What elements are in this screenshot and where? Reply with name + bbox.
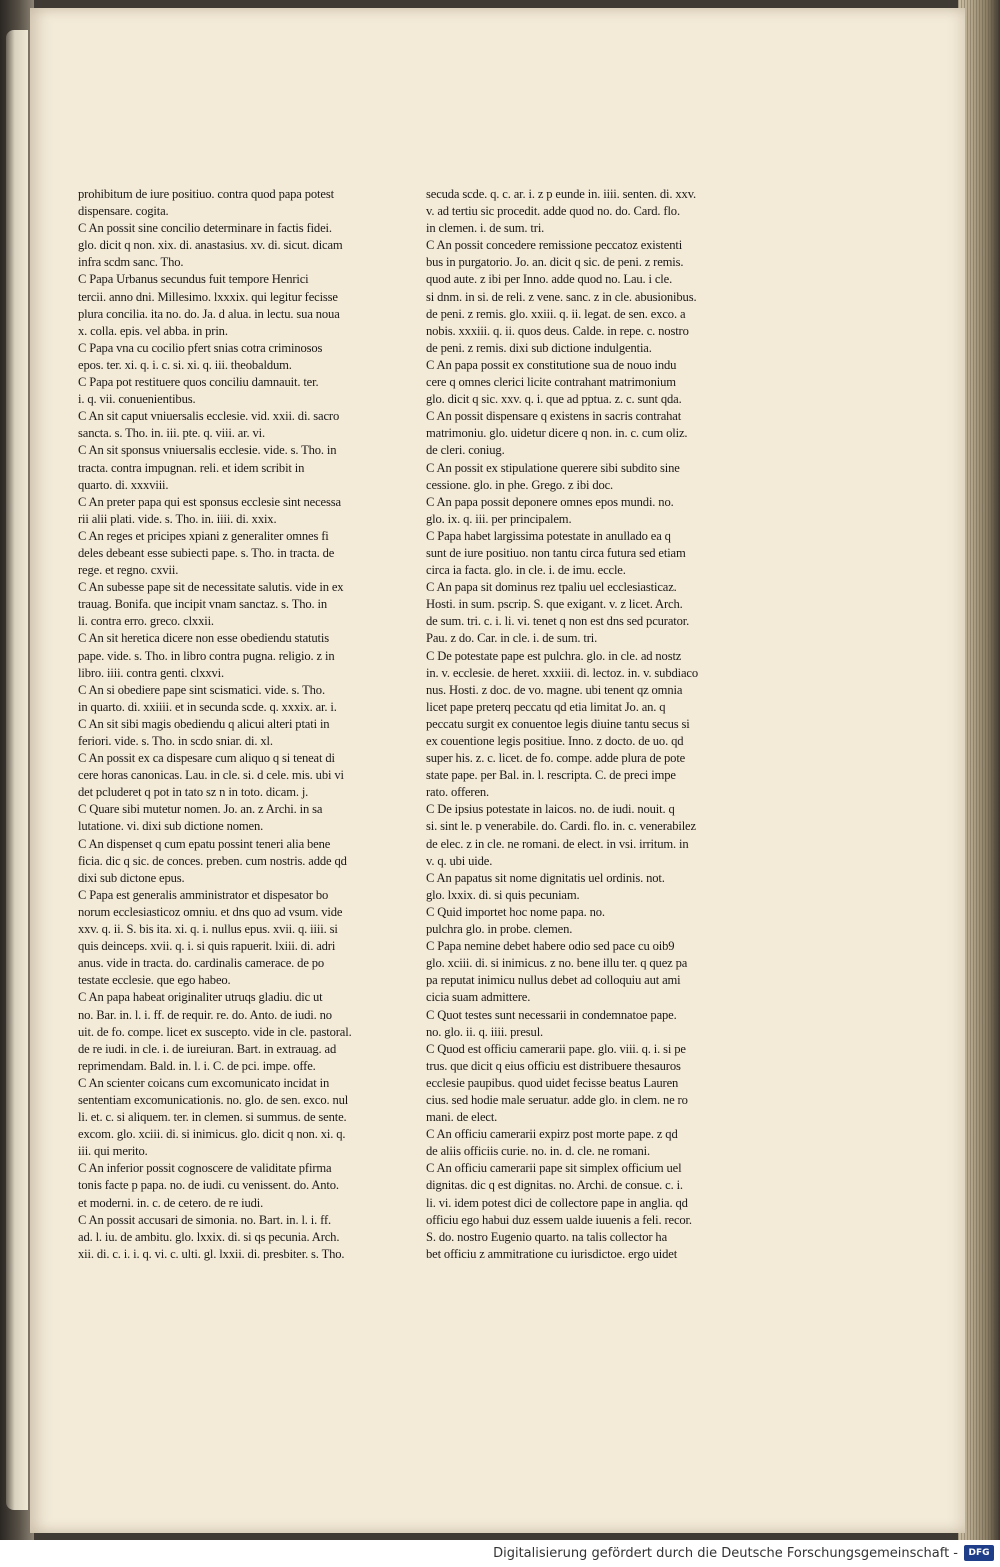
text-line: C Quare sibi mutetur nomen. Jo. an. z Archi. in sa [78, 802, 323, 817]
text-line: C An si obediere pape sint scismatici. vide. s. Tho. [78, 682, 325, 697]
text-line: C Papa nemine debet habere odio sed pace cu oib9 [426, 939, 675, 954]
text-line: anus. vide in tracta. do. cardinalis camerace. de po [78, 956, 325, 971]
text-line: super his. z. c. licet. de fo. compe. adde plura de pote [426, 751, 686, 766]
text-line: Hosti. in sum. pscrip. S. que exigant. v. z licet. Arch. [426, 597, 683, 612]
text-line: bet officiu z ammitratione cu iurisdictoe. ergo uidet [426, 1246, 678, 1261]
text-line: C De ipsius potestate in laicos. no. de iudi. nouit. q [426, 802, 675, 817]
text-line: Pau. z do. Car. in cle. i. de sum. tri. [426, 631, 598, 646]
text-line: tracta. contra impugnan. reli. et idem scribit in [78, 460, 305, 475]
text-line: plura concilia. ita no. do. Ja. d alua. in lectu. sua noua [78, 306, 340, 321]
text-line: sententiam excomunicationis. no. glo. de sen. exco. nul [78, 1092, 349, 1107]
text-line: C An inferior possit cognoscere de validitate pfirma [78, 1161, 332, 1176]
text-line: de elec. z in cle. ne romani. de elect. in vsi. irritum. in [426, 836, 689, 851]
text-line: C An sit sponsus vniuersalis ecclesie. vide. s. Tho. in [78, 443, 337, 458]
right-text-column [426, 186, 736, 1263]
text-line: quarto. di. xxxviii. [78, 477, 169, 492]
text-line: in clemen. i. de sum. tri. [426, 221, 545, 236]
text-line: rato. offeren. [426, 785, 490, 800]
text-line: glo. dicit q sic. xxv. q. i. que ad pptua. z. c. sunt qda. [426, 392, 682, 407]
text-line: C An sit caput vniuersalis ecclesie. vid. xxii. di. sacro [78, 409, 340, 424]
text-line: C De potestate pape est pulchra. glo. in cle. ad nostz [426, 648, 682, 663]
text-line: de peni. z remis. dixi sub dictione indulgentia. [426, 340, 652, 355]
text-line: C Papa pot restituere quos conciliu damnauit. ter. [78, 375, 319, 390]
text-line: C An sit heretica dicere non esse obediendu statutis [78, 631, 330, 646]
text-line: ecclesie paupibus. quod uidet fecisse beatus Lauren [426, 1075, 679, 1090]
text-line: de cleri. coniug. [426, 443, 505, 458]
text-line: glo. dicit q non. xix. di. anastasius. xv. di. sicut. dicam [78, 238, 343, 253]
text-line: C An possit ex stipulatione querere sibi subdito sine [426, 460, 680, 475]
text-line: C An papa habeat originaliter utruqs gladiu. dic ut [78, 990, 323, 1005]
text-line: trauag. Bonifa. que incipit vnam sanctaz. s. Tho. in [78, 597, 328, 612]
text-line: secuda scde. q. c. ar. i. z p eunde in. iiii. senten. di. xxv. [426, 187, 697, 201]
text-line: tonis facte p papa. no. de iudi. cu venissent. do. Anto. [78, 1178, 339, 1193]
text-line: circa ia facta. glo. in cle. i. de imu. eccle. [426, 563, 626, 578]
left-text-column [78, 186, 398, 1263]
text-line: no. glo. ii. q. iiii. presul. [426, 1024, 544, 1039]
dfg-logo [964, 1545, 994, 1561]
text-line: C An subesse pape sit de necessitate salutis. vide in ex [78, 580, 344, 595]
text-line: C Papa Urbanus secundus fuit tempore Henrici [78, 272, 309, 287]
text-line: C An possit accusari de simonia. no. Bart. in. l. i. ff. [78, 1212, 332, 1227]
text-line: C An dispenset q cum epatu possint teneri alia bene [78, 836, 331, 851]
text-line: de re iudi. in cle. i. de iureiuran. Bart. in extrauag. ad [78, 1041, 337, 1056]
text-line: epos. ter. xi. q. i. c. si. xi. q. iii. theobaldum. [78, 357, 292, 372]
text-line: det pcluderet q pot in tato sz n in toto. dicam. j. [78, 785, 309, 800]
text-line: C An officiu camerarii pape sit simplex officium uel [426, 1161, 682, 1176]
text-line: S. do. nostro Eugenio quarto. na talis collector ha [426, 1229, 668, 1244]
text-line: cessione. glo. in phe. Grego. z ibi doc. [426, 477, 614, 492]
text-line: C An papatus sit nome dignitatis uel ordinis. not. [426, 870, 665, 885]
text-line: quis deinceps. xvii. q. i. si quis rapuerit. lxiii. di. adri [78, 939, 336, 954]
footer-bar [0, 1540, 1000, 1567]
text-line: iii. qui merito. [78, 1144, 148, 1159]
text-line: C An possit sine concilio determinare in factis fidei. [78, 221, 332, 236]
text-line: pulchra glo. in probe. clemen. [426, 922, 573, 937]
text-line: glo. ix. q. iii. per principalem. [426, 511, 572, 526]
text-line: C An scienter coicans cum excomunicato incidat in [78, 1075, 330, 1090]
text-line: pa reputat inimicu nullus debet ad colloquiu aut ami [426, 973, 681, 988]
text-line: C An papa possit deponere omnes epos mundi. no. [426, 494, 674, 509]
left-page-stack [6, 30, 28, 1510]
text-line: mani. de elect. [426, 1110, 498, 1125]
text-line: peccatu surgit ex conuentoe legis diuine tantu secus si [426, 716, 690, 731]
text-line: cicia suam admittere. [426, 990, 531, 1005]
text-line: x. colla. epis. vel abba. in prin. [78, 323, 228, 338]
text-line: nobis. xxxiii. q. ii. quos deus. Calde. in repe. c. nostro [426, 323, 689, 338]
text-line: C An sit sibi magis obediendu q alicui alteri ptati in [78, 716, 330, 731]
text-line: state pape. per Bal. in. l. rescripta. C. de preci impe [426, 768, 676, 783]
text-line: C An papa possit ex constitutione sua de nouo indu [426, 357, 677, 372]
text-line: nus. Hosti. z doc. de vo. magne. ubi tenent qz omnia [426, 682, 683, 697]
text-line: et moderni. in. c. de cetero. de re iudi. [78, 1195, 264, 1210]
text-line: tercii. anno dni. Millesimo. lxxxix. qui legitur fecisse [78, 289, 338, 304]
text-line: quod aute. z ibi per Inno. adde quod no. Lau. i cle. [426, 272, 673, 287]
text-line: li. vi. idem potest dici de collectore pape in anglia. qd [426, 1195, 688, 1210]
text-line: ex couentione legis positiue. Inno. z docto. de uo. qd [426, 734, 684, 748]
text-line: glo. lxxix. di. si quis pecuniam. [426, 887, 580, 902]
text-line: li. et. c. si aliquem. ter. in clemen. si summus. de sente. [78, 1110, 347, 1125]
text-line: C Quid importet hoc nome papa. no. [426, 904, 605, 919]
text-line: dispensare. cogita. [78, 204, 169, 219]
text-line: sunt de iure positiuo. non tantu circa futura sed etiam [426, 545, 686, 560]
text-line: xii. di. c. i. i. q. vi. c. ulti. gl. lxxii. di. presbiter. s. Tho. [78, 1246, 345, 1261]
text-line: deles debeant esse subiecti pape. s. Tho. in tracta. de [78, 545, 335, 560]
text-line: dignitas. dic q est dignitas. no. Archi. de consue. c. i. [426, 1178, 683, 1193]
text-line: rii alii plati. vide. s. Tho. in. iiii. di. xxix. [78, 511, 277, 526]
text-line: in. v. ecclesie. de heret. xxxiii. di. lectoz. in. v. subdiaco [426, 665, 698, 680]
book-page [30, 8, 965, 1533]
text-line: lutatione. vi. dixi sub dictione nomen. [78, 819, 264, 834]
text-line: de sum. tri. c. i. li. vi. tenet q non est dns sed pcurator. [426, 614, 690, 629]
text-line: si. sint le. p venerabile. do. Cardi. flo. in. c. venerabilez [426, 819, 696, 834]
text-line: norum ecclesiasticoz omniu. et dns quo ad vsum. vide [78, 904, 343, 919]
text-line: C An possit ex ca dispesare cum aliquo q si teneat di [78, 751, 335, 766]
text-line: libro. iiii. contra genti. clxxvi. [78, 665, 224, 680]
text-line: matrimoniu. glo. uidetur dicere q non. in. c. cum oliz. [426, 426, 688, 441]
text-line: prohibitum de iure positiuo. contra quod papa potest [78, 187, 334, 201]
text-line: cius. sed hodie male seruatur. adde glo. in clem. ne ro [426, 1092, 688, 1107]
text-line: no. Bar. in. l. i. ff. de requir. re. do. Anto. de iudi. no [78, 1007, 332, 1022]
text-line: xxv. q. ii. S. bis ita. xi. q. i. nullus epus. xvii. q. iiii. si [78, 922, 338, 937]
text-line: C An preter papa qui est sponsus ecclesie sint necessa [78, 494, 341, 509]
text-line: si dnm. in si. de reli. z vene. sanc. z in cle. abusionibus. [426, 289, 697, 304]
text-line: C An papa sit dominus rez tpaliu uel ecclesiasticaz. [426, 580, 677, 595]
text-line: in quarto. di. xxiiii. et in secunda scde. q. xxxix. ar. i. [78, 699, 337, 714]
text-line: feriori. vide. s. Tho. in scdo sniar. di. xl. [78, 734, 273, 748]
text-line: de aliis officiis curie. no. in. d. cle. ne romani. [426, 1144, 650, 1159]
text-line: v. ad tertiu sic procedit. adde quod no. do. Card. flo. [426, 204, 680, 219]
text-line: officiu ego habui duz essem ualde iuuenis a feli. recor. [426, 1212, 692, 1227]
text-line: glo. xciii. di. si inimicus. z no. bene illu ter. q quez pa [426, 956, 688, 971]
text-line: i. q. vii. conuenientibus. [78, 392, 196, 407]
text-line: C Papa habet largissima potestate in anullado ea q [426, 528, 671, 543]
text-line: v. q. ubi uide. [426, 853, 493, 868]
text-line: rege. et regno. cxvii. [78, 563, 179, 578]
text-line: reprimendam. Bald. in. l. i. C. de pci. impe. offe. [78, 1058, 316, 1073]
text-line: trus. que dicit q eius officiu est distribuere thesauros [426, 1058, 681, 1073]
text-line: testate ecclesie. que ego habeo. [78, 973, 231, 988]
text-line: sancta. s. Tho. in. iii. pte. q. viii. ar. vi. [78, 426, 265, 441]
text-line: pape. vide. s. Tho. in libro contra pugna. religio. z in [78, 648, 335, 663]
text-line: bus in purgatorio. Jo. an. dicit q sic. de peni. z remis. [426, 255, 684, 270]
text-line: C An possit dispensare q existens in sacris contrahat [426, 409, 682, 424]
left-book-edge [0, 0, 34, 1540]
text-line: C Quod est officiu camerarii pape. glo. viii. q. i. si pe [426, 1041, 686, 1056]
text-line: de peni. z remis. glo. xxiii. q. ii. legat. de sen. exco. a [426, 306, 686, 321]
text-line: excom. glo. xciii. di. si inimicus. glo. dicit q non. xi. q. [78, 1127, 346, 1142]
footer-credit: Digitalisierung gefördert durch die Deutsche Forschungsgemeinschaft - [493, 1546, 958, 1561]
text-line: cere q omnes clerici licite contrahant matrimonium [426, 375, 676, 390]
text-line: ad. l. iu. de ambitu. glo. lxxix. di. si qs pecunia. Arch. [78, 1229, 340, 1244]
text-line: cere horas canonicas. Lau. in cle. si. d cele. mis. ubi vi [78, 768, 344, 783]
text-line: C An reges et pricipes xpiani z generaliter omnes fi [78, 528, 329, 543]
text-line: li. contra erro. greco. clxxii. [78, 614, 214, 629]
text-line: C Papa vna cu cocilio pfert snias cotra criminosos [78, 340, 323, 355]
text-line: C An possit concedere remissione peccatoz existenti [426, 238, 683, 253]
dfg-logo-text: DFG [968, 1548, 990, 1558]
text-line: uit. de fo. compe. licet ex suscepto. vide in cle. pastoral. [78, 1024, 352, 1039]
text-line: licet pape preterq peccatu qd etia limitat Jo. an. q [426, 699, 666, 714]
text-line: C Papa est generalis amministrator et dispesator bo [78, 887, 329, 902]
text-line: infra scdm sanc. Tho. [78, 255, 184, 270]
text-line: C Quot testes sunt necessarii in condemnatoe pape. [426, 1007, 677, 1022]
text-line: C An officiu camerarii expirz post morte pape. z qd [426, 1127, 678, 1142]
text-line: dixi sub dictone epus. [78, 870, 185, 885]
text-line: ficia. dic q sic. de conces. preben. cum nostris. adde qd [78, 853, 347, 868]
